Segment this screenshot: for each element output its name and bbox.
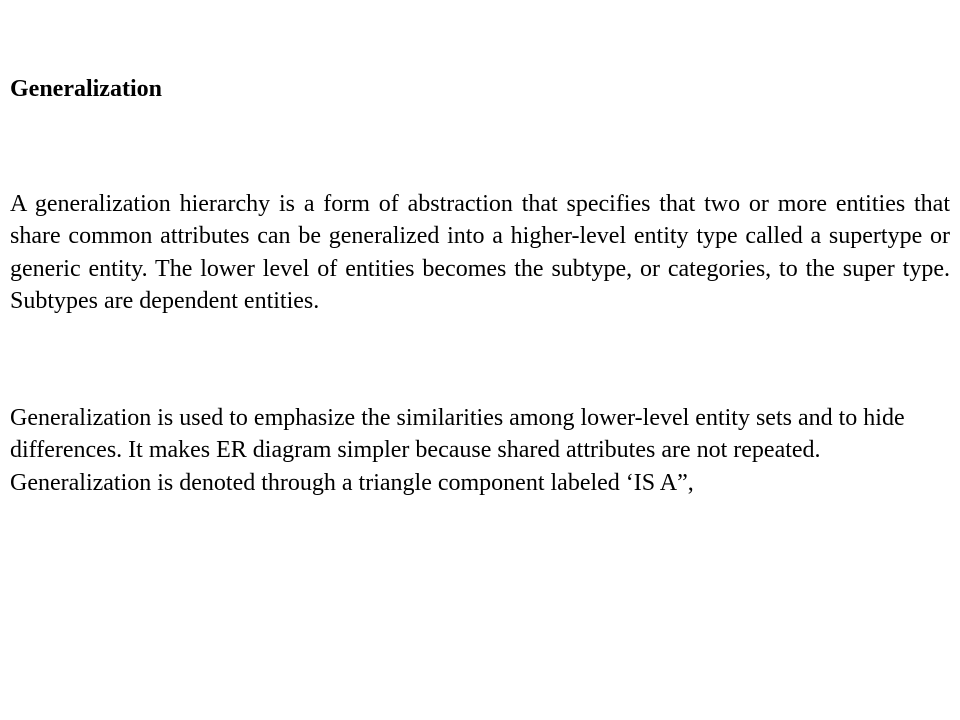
- paragraph-definition: A generalization hierarchy is a form of abstraction that specifies that two or more entities that share common attributes can be generalized into a higher-level entity type called a supertype or generic entity. The lower level of entities becomes the subtype, or categories, to the super type. Subtypes are dependent entities.: [10, 191, 950, 315]
- slide-title: Generalization: [10, 76, 162, 102]
- paragraph-usage: Generalization is used to emphasize the similarities among lower-level entity sets and to hide differences. It makes ER diagram simpler because shared attributes are not repeated. Generalization is denoted through a triangle component labeled ‘IS A”,: [10, 405, 905, 496]
